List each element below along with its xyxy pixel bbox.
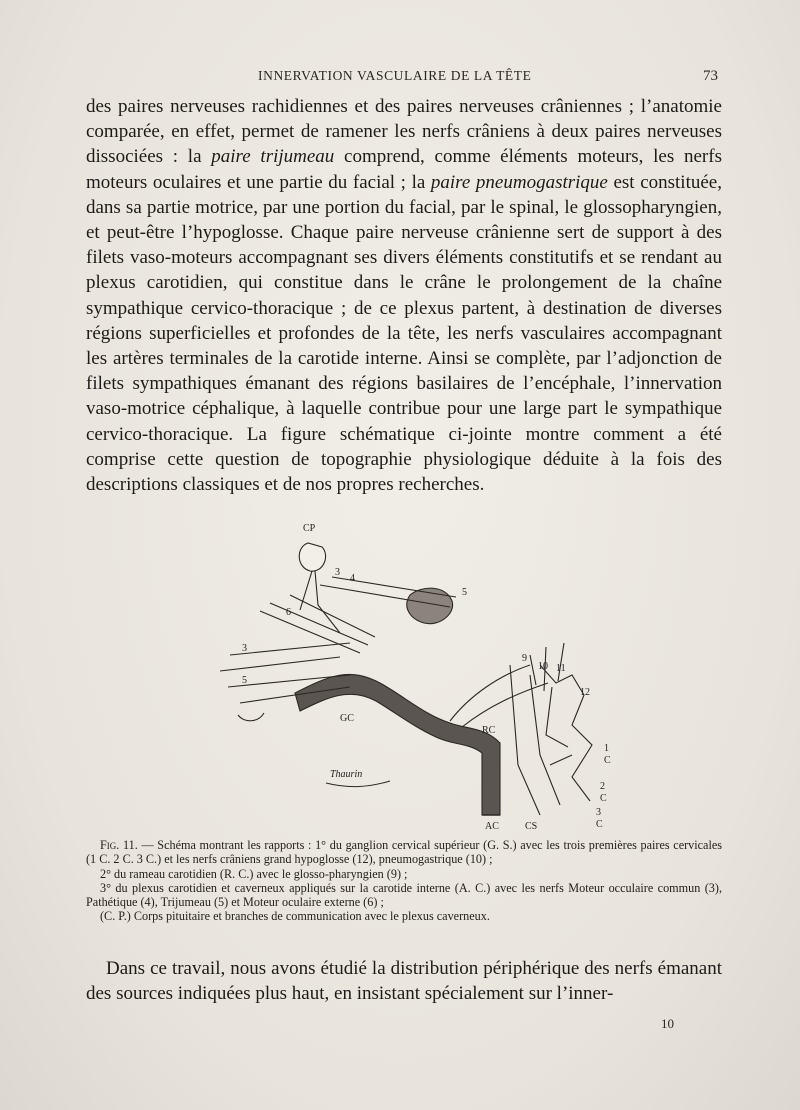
cervical-plexus [540, 665, 592, 801]
label-ac: AC [485, 821, 499, 832]
label-12: 12 [580, 687, 590, 698]
label-1-c-num: 1 [604, 743, 609, 754]
artist-signature: Thaurin [330, 769, 363, 780]
caption-line-2: 2° du rameau carotidien (R. C.) avec le glosso-pharyngien (9) ; [100, 866, 408, 881]
caption-main-line [86, 838, 722, 867]
label-9: 9 [522, 653, 527, 664]
label-3-left: 3 [242, 643, 247, 654]
caption-main-text: — Schéma montrant les rapports : 1° du ganglion cervical supérieur (G. S.) avec les trois premières paires cervicales (1 C. 2 C. 3 C.) et les nerfs crâniens grand hypoglosse (12), pneumogastrique (10) ; [86, 838, 722, 867]
pituitary-body-shape [299, 543, 325, 571]
paragraph-1-italic-pneumogastrique: paire pneumogastrique [430, 171, 608, 193]
nerve-diagram [200, 515, 620, 835]
paragraph-1-text-b: comprend, comme éléments moteurs, les nerfs moteurs oculaires et une partie du facial ; la [86, 146, 722, 193]
paragraph-1-text-c: est constituée, dans sa partie motrice, par une portion du facial, par le spinal, le glossopharyngien, et peut-être l’hypoglosse. Chaque paire nerveuse crânienne sert de support à des filets vaso-moteurs accompagnant ses divers éléments constitutifs et se rendant au plexus carotidien, qui constitue dans le crâne le prolongement de la chaîne sympathique cervico-thoracique ; de ce plexus partent, à destination de diverses régions superficielles et profondes de la tête, les nerfs vasculaires accompagnant les artères terminales de la carotide interne. Ainsi se complète, par l’adjonction de filets sympathiques émanant des régions basilaires de l’encéphale, l’innervation vaso-motrice céphalique, à laquelle contribue pour une large part le sympathique cervico-thoracique. La figure schématique ci-jointe montre comment a été comprise cette question de topographie physiologique déduite à la fois des descriptions classiques et de nos propres recherches. [86, 171, 722, 496]
label-1-c: C [604, 755, 611, 766]
nerve-loop-left [238, 713, 264, 721]
label-cs: CS [525, 821, 538, 832]
signature-underline [326, 781, 390, 787]
cervical-connections [546, 687, 572, 765]
label-gc: GC [340, 713, 354, 724]
label-3-c: C [596, 819, 603, 830]
running-title: INNERVATION VASCULAIRE DE LA TÊTE [258, 68, 532, 83]
paragraph-1-italic-trijumeau: paire trijumeau [211, 146, 335, 168]
label-3-top: 3 [335, 567, 340, 578]
label-4: 4 [350, 573, 355, 584]
body-paragraph-2: Dans ce travail, nous avons étudié la distribution périphérique des nerfs émanant des sources indiquées plus haut, en insistant spécialement sur l’inner- [86, 958, 722, 1005]
carotid-artery-shape [295, 674, 500, 815]
anatomical-figure [200, 515, 620, 835]
label-cp: CP [303, 523, 316, 534]
label-6: 6 [286, 607, 291, 618]
figure-caption [86, 838, 722, 924]
label-3-c-num: 3 [596, 807, 601, 818]
body-paragraph-1 [86, 94, 722, 497]
label-5-upper: 5 [462, 587, 467, 598]
label-2-c: C [600, 793, 607, 804]
label-10: 10 [538, 661, 548, 672]
caption-line-3: 3° du plexus carotidien et caverneux appliqués sur la carotide interne (A. C.) avec les nerfs Moteur occulaire commun (3), Pathétique (4), Trijumeau (5) et Moteur oculaire externe (6) ; [86, 880, 722, 910]
label-5-left: 5 [242, 675, 247, 686]
pituitary-branch [300, 571, 312, 610]
caption-fig-label: Fig. 11. [100, 838, 138, 852]
page-folio: 10 [661, 1016, 674, 1031]
paragraph-1-text-a: des paires nerveuses rachidiennes et des paires nerveuses crâniennes ; l’anatomie comparée, en effet, permet de ramener les nerfs crâniens à deux paires nerveuses dissociées : la [86, 96, 722, 168]
page-number: 73 [703, 68, 718, 84]
label-2-c-num: 2 [600, 781, 605, 792]
label-rc: RC [482, 725, 496, 736]
label-11: 11 [556, 663, 566, 674]
caption-line-4: (C. P.) Corps pituitaire et branches de communication avec le plexus caverneux. [100, 909, 490, 924]
